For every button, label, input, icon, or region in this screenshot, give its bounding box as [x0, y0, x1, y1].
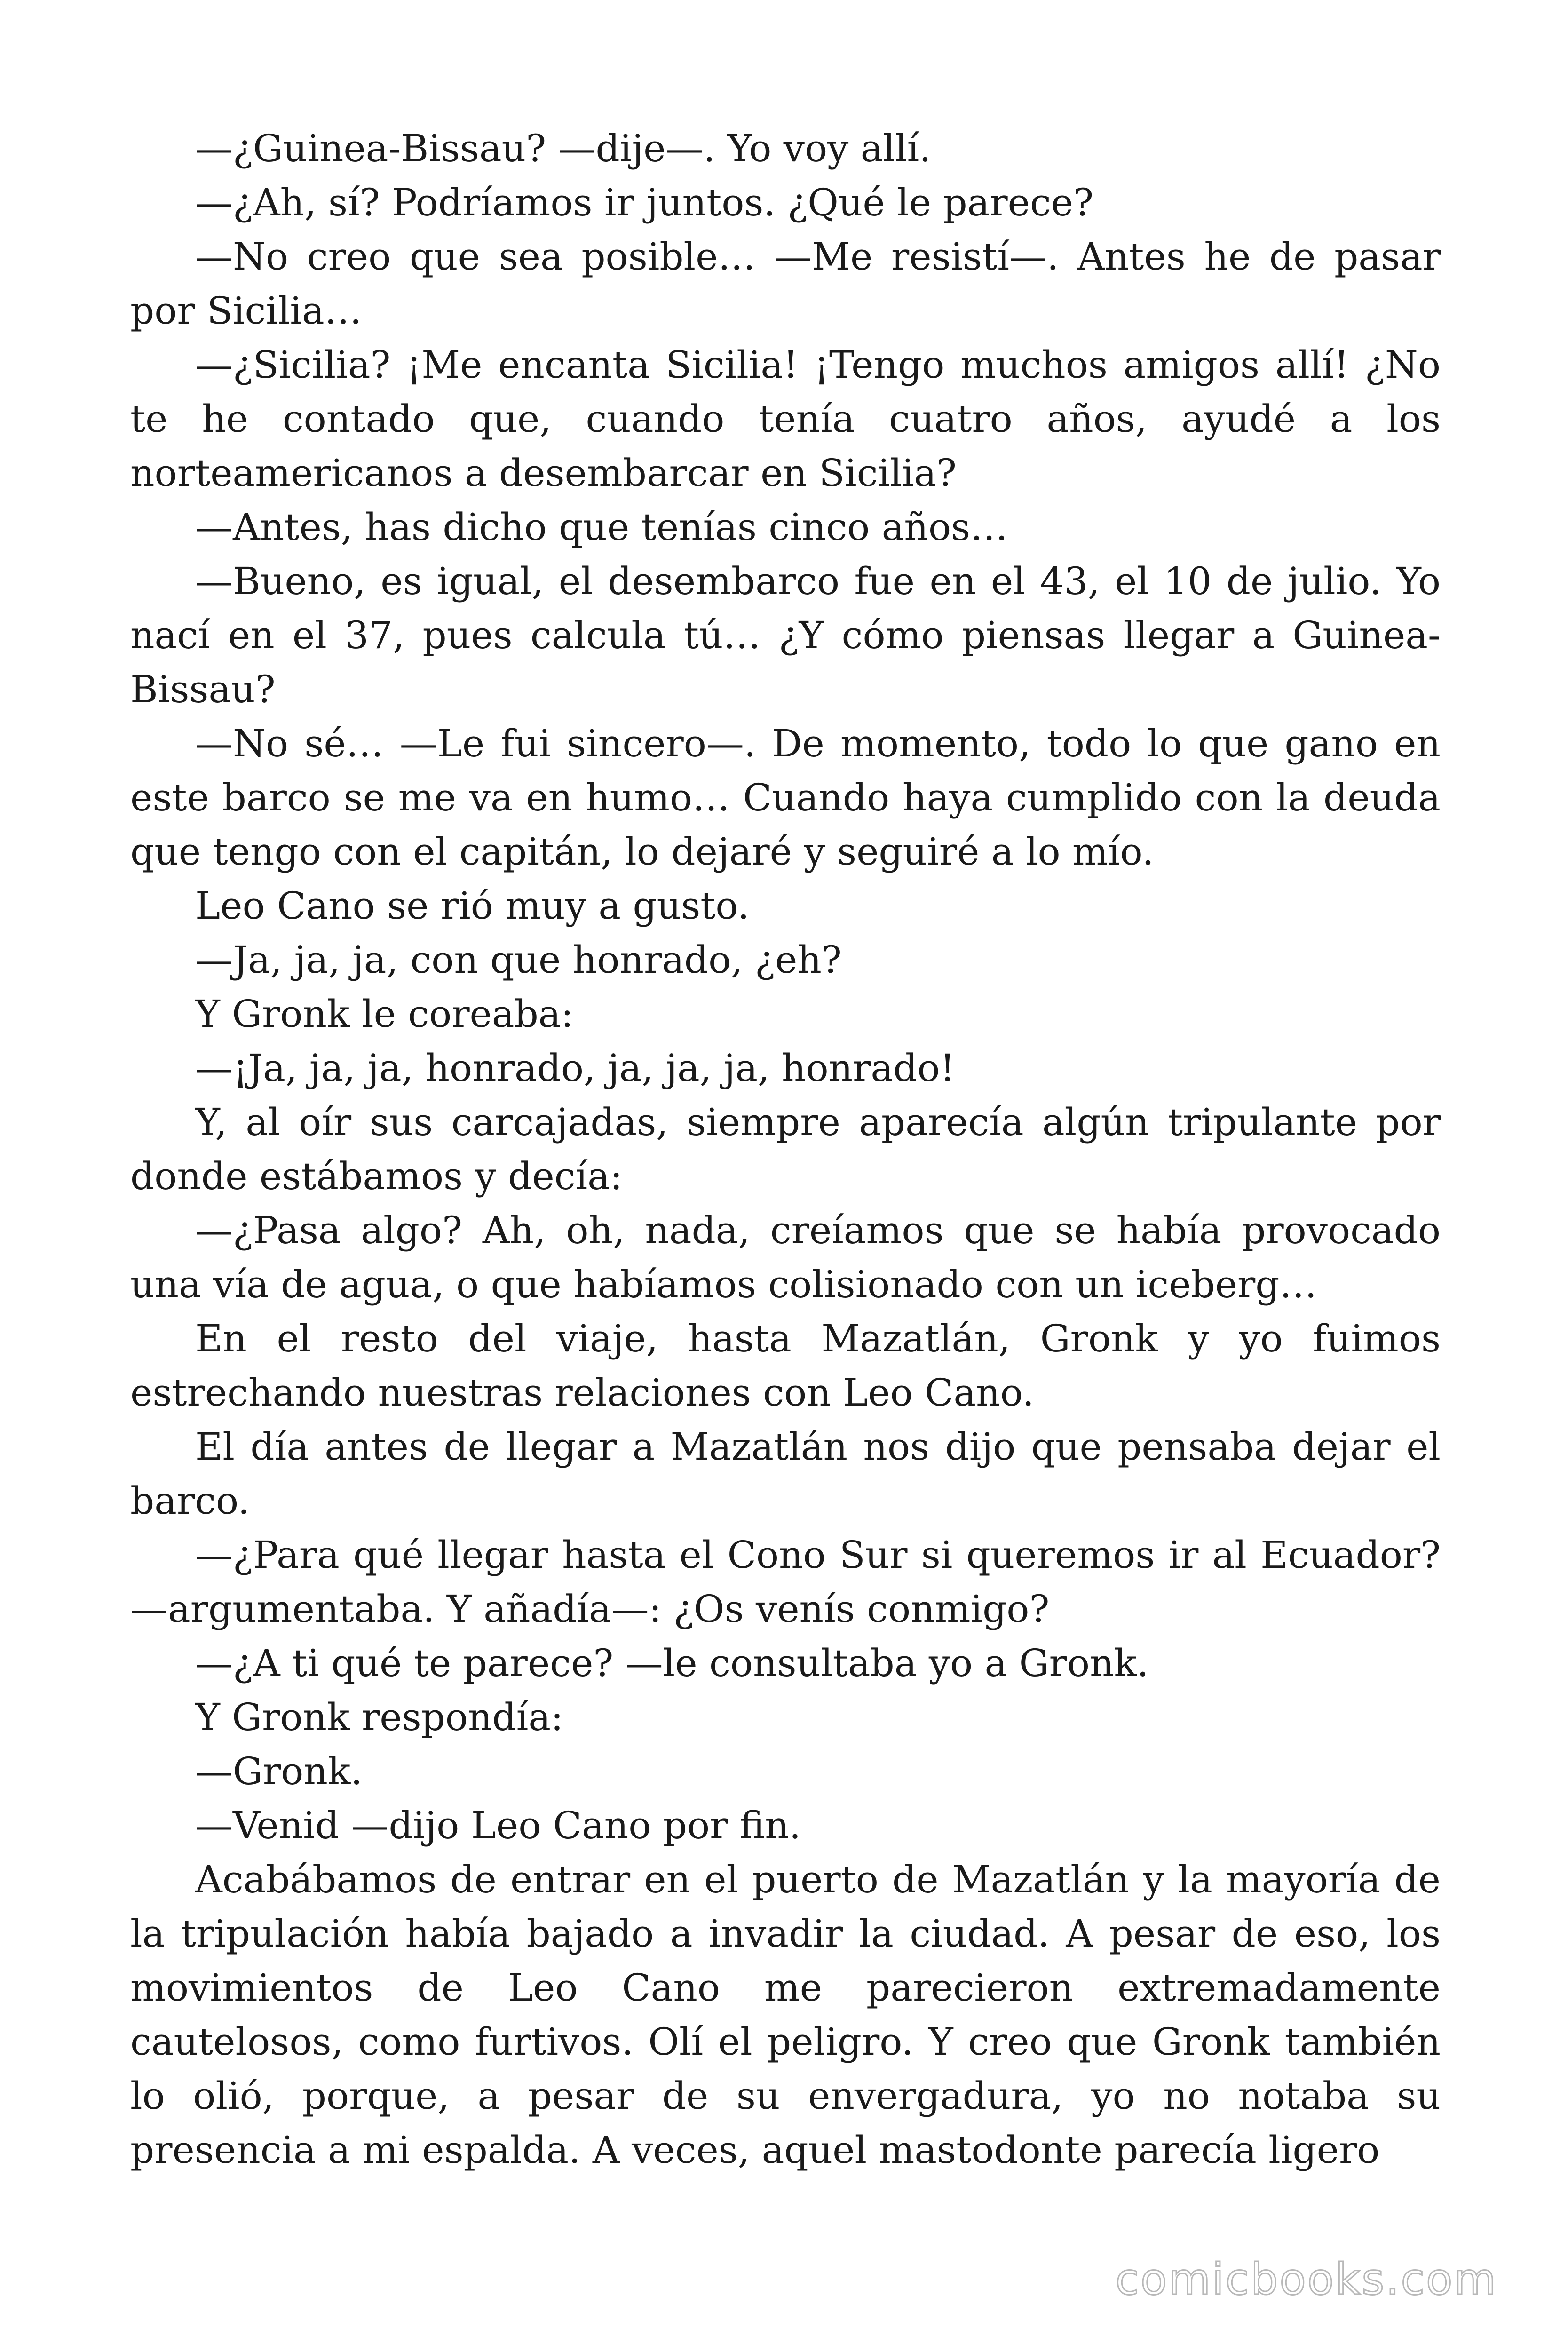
paragraph-7: —No sé… —Le fui sincero—. De momento, todo lo que gano en este barco se me va en humo… Cuando haya cumplido con la deuda que tengo con el capitán, lo dejaré y seguiré a lo mío. [130, 722, 1441, 874]
paragraph-5: —Antes, has dicho que tenías cinco años… [195, 505, 1008, 549]
page-body-text [130, 121, 1441, 2177]
paragraph-21: Acabábamos de entrar en el puerto de Mazatlán y la mayoría de la tripulación había bajado a invadir la ciudad. A pesar de eso, los movimientos de Leo Cano me parecieron extremadamente cautelosos, como furtivos. Olí el peligro. Y creo que Gronk también lo olió, porque, a pesar de su envergadura, yo no notaba su presencia a mi espalda. A veces, aquel mastodonte parecía ligero [130, 1858, 1441, 2172]
paragraph-1: —¿Guinea-Bissau? —dije—. Yo voy allí. [195, 127, 931, 170]
paragraph-18: Y Gronk respondía: [195, 1695, 563, 1739]
paragraph-19: —Gronk. [195, 1749, 363, 1793]
paragraph-3: —No creo que sea posible… —Me resistí—. Antes he de pasar por Sicilia… [130, 235, 1441, 333]
paragraph-6: —Bueno, es igual, el desembarco fue en el 43, el 10 de julio. Yo nací en el 37, pues calcula tú… ¿Y cómo piensas llegar a Guinea-Bissau? [130, 559, 1441, 711]
paragraph-17: —¿A ti qué te parece? —le consultaba yo a Gronk. [195, 1641, 1149, 1685]
paragraph-11: —¡Ja, ja, ja, honrado, ja, ja, ja, honrado! [195, 1046, 955, 1090]
paragraph-12: Y, al oír sus carcajadas, siempre aparecía algún tripulante por donde estábamos y decía: [130, 1100, 1441, 1198]
paragraph-13: —¿Pasa algo? Ah, oh, nada, creíamos que se había provocado una vía de agua, o que habíamos colisionado con un iceberg… [130, 1208, 1441, 1306]
paragraph-14: En el resto del viaje, hasta Mazatlán, Gronk y yo fuimos estrechando nuestras relaciones con Leo Cano. [130, 1317, 1441, 1414]
watermark: comicbooks.com [1115, 2254, 1497, 2304]
paragraph-20: —Venid —dijo Leo Cano por fin. [195, 1804, 801, 1847]
paragraph-10: Y Gronk le coreaba: [195, 992, 574, 1036]
paragraph-2: —¿Ah, sí? Podríamos ir juntos. ¿Qué le parece? [195, 181, 1093, 224]
paragraph-8: Leo Cano se rió muy a gusto. [195, 884, 750, 928]
paragraph-9: —Ja, ja, ja, con que honrado, ¿eh? [195, 938, 842, 982]
paragraph-15: El día antes de llegar a Mazatlán nos dijo que pensaba dejar el barco. [130, 1425, 1441, 1523]
paragraph-16: —¿Para qué llegar hasta el Cono Sur si queremos ir al Ecuador? —argumentaba. Y añadía—: ¿Os venís conmigo? [130, 1533, 1441, 1631]
paragraph-4: —¿Sicilia? ¡Me encanta Sicilia! ¡Tengo muchos amigos allí! ¿No te he contado que, cuando tenía cuatro años, ayudé a los norteamericanos a desembarcar en Sicilia? [130, 343, 1441, 495]
